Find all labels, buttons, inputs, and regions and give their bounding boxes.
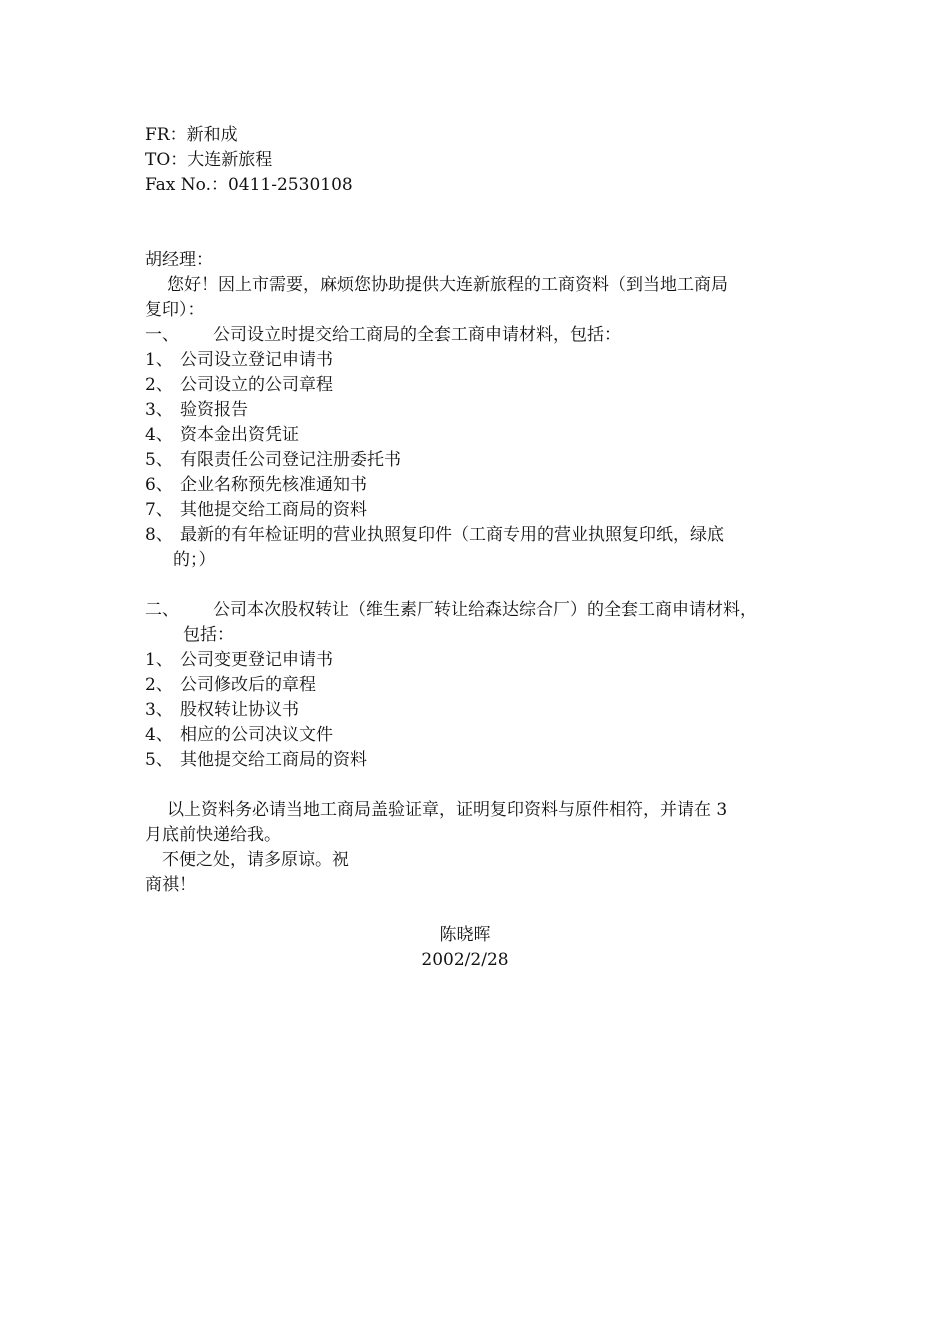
list-item-text: 资本金出资凭证 <box>180 425 299 445</box>
list-item-number: 7、 <box>145 500 173 520</box>
list-item-text: 公司变更登记申请书 <box>180 650 333 670</box>
section-2-title: 公司本次股权转让（维生素厂转让给森达综合厂）的全套工商申请材料， <box>213 600 757 620</box>
list-item-number: 2、 <box>145 675 173 695</box>
list-item-number: 3、 <box>145 700 173 720</box>
list-item-number: 6、 <box>145 475 173 495</box>
list-item-number: 5、 <box>145 750 173 770</box>
closing-line-2: 月底前快递给我。 <box>145 825 281 845</box>
section-2-heading <box>145 598 757 623</box>
closing-line-4: 商祺！ <box>145 875 196 895</box>
list-item <box>145 348 333 373</box>
list-item <box>145 648 333 673</box>
section-2-title-continuation: 包括： <box>183 625 234 645</box>
list-item-text: 有限责任公司登记注册委托书 <box>180 450 401 470</box>
list-item <box>145 473 367 498</box>
list-item-text: 公司修改后的章程 <box>180 675 316 695</box>
list-item-text: 企业名称预先核准通知书 <box>180 475 367 495</box>
section-2-number: 二、 <box>145 600 179 620</box>
list-item-text: 验资报告 <box>180 400 248 420</box>
list-item <box>145 748 367 773</box>
list-item-text: 股权转让协议书 <box>180 700 299 720</box>
list-item <box>145 673 316 698</box>
closing-line-3: 不便之处，请多原谅。祝 <box>162 850 349 870</box>
list-item <box>145 498 367 523</box>
list-item <box>145 723 333 748</box>
list-item-text: 公司设立的公司章程 <box>180 375 333 395</box>
intro-line-2: 复印）： <box>145 300 205 320</box>
list-item-number: 4、 <box>145 425 173 445</box>
list-item-number: 1、 <box>145 350 173 370</box>
list-item <box>145 523 724 548</box>
list-item-number: 1、 <box>145 650 173 670</box>
list-item-text: 其他提交给工商局的资料 <box>180 750 367 770</box>
list-item <box>145 398 248 423</box>
signature-name: 陈晓晖 <box>439 925 491 945</box>
section-1-title: 公司设立时提交给工商局的全套工商申请材料，包括： <box>213 325 621 345</box>
list-item-number: 4、 <box>145 725 173 745</box>
section-1-number: 一、 <box>145 325 179 345</box>
section-1-heading <box>145 323 621 348</box>
list-item-text: 公司设立登记申请书 <box>180 350 333 370</box>
fax-number: Fax No.：0411-2530108 <box>145 175 353 195</box>
list-item-number: 8、 <box>145 525 173 545</box>
list-item-text: 最新的有年检证明的营业执照复印件（工商专用的营业执照复印纸，绿底 <box>180 525 724 545</box>
salutation: 胡经理： <box>145 250 213 270</box>
list-item-number: 2、 <box>145 375 173 395</box>
closing-line-1: 以上资料务必请当地工商局盖验证章，证明复印资料与原件相符，并请在 3 <box>167 800 728 820</box>
list-item-continuation: 的；） <box>173 550 216 570</box>
list-item-number: 5、 <box>145 450 173 470</box>
list-item <box>145 423 299 448</box>
list-item <box>145 373 333 398</box>
list-item-text: 相应的公司决议文件 <box>180 725 333 745</box>
list-item-text: 其他提交给工商局的资料 <box>180 500 367 520</box>
list-item <box>145 698 299 723</box>
list-item <box>145 448 401 473</box>
list-item-number: 3、 <box>145 400 173 420</box>
fax-to: TO：大连新旅程 <box>145 150 273 170</box>
intro-line-1: 您好！因上市需要，麻烦您协助提供大连新旅程的工商资料（到当地工商局 <box>167 275 728 295</box>
fax-from: FR：新和成 <box>145 125 238 145</box>
signature-date: 2002/2/28 <box>421 950 509 970</box>
